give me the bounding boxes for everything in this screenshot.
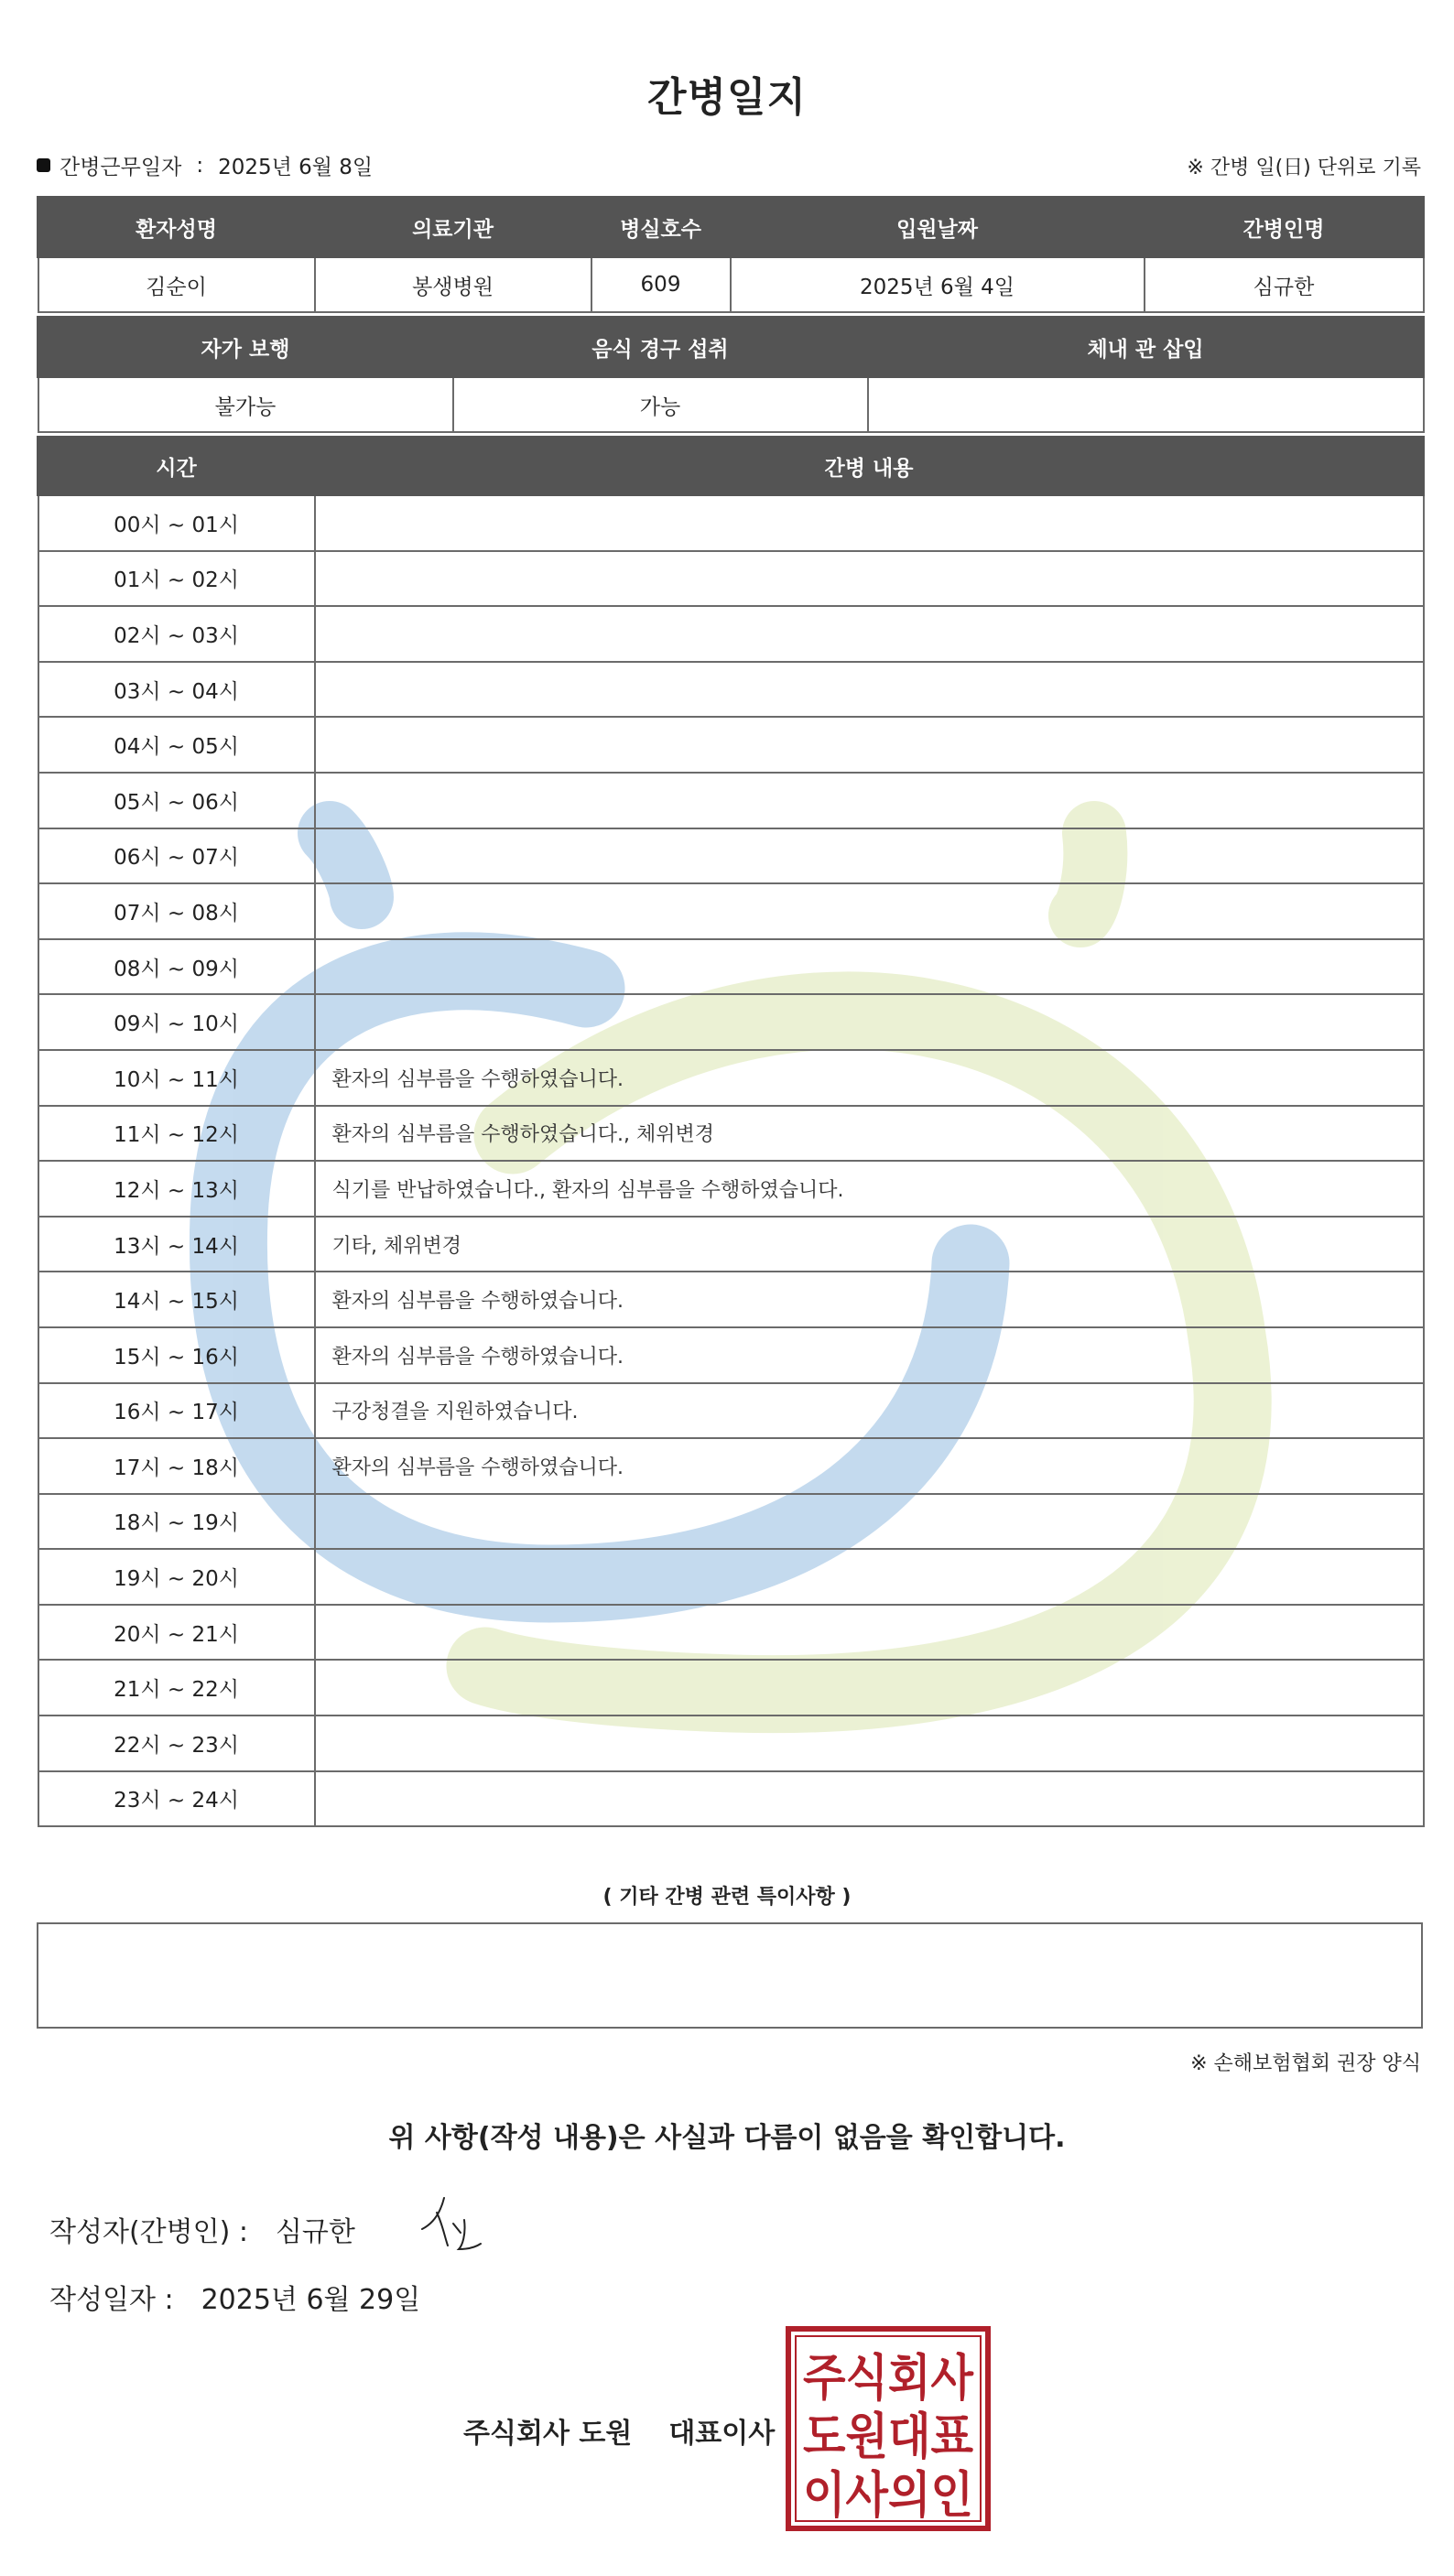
header-oral-intake: 음식 경구 섭취 (453, 318, 868, 377)
special-notes-box (37, 1922, 1423, 2029)
company-rep: 대표이사 (668, 2418, 776, 2450)
table-row (38, 1438, 1424, 1494)
company-name: 주식회사 도원 (463, 2418, 633, 2450)
care-content (315, 662, 1424, 718)
time-slot: 06시 ~ 07시 (38, 828, 315, 884)
status-values (38, 377, 1424, 433)
care-content: 환자의 심부름을 수행하였습니다. (315, 1327, 1424, 1383)
writer-label: 작성자(간병인) : (49, 2216, 248, 2248)
time-slot: 18시 ~ 19시 (38, 1494, 315, 1550)
table-row (38, 1771, 1424, 1827)
writer-name: 심규한 (275, 2216, 355, 2248)
time-slot: 09시 ~ 10시 (38, 994, 315, 1050)
table-row (38, 551, 1424, 607)
patient-name: 김순이 (38, 257, 315, 313)
work-date (37, 150, 373, 180)
status-header (38, 318, 1424, 377)
company-seal-stamp (785, 2325, 992, 2532)
table-row (38, 717, 1424, 773)
table-row (38, 662, 1424, 718)
table-row (38, 939, 1424, 995)
written-date-label: 작성일자 : (49, 2284, 174, 2316)
hospital: 봉생병원 (315, 257, 591, 313)
self-walking: 불가능 (38, 377, 453, 433)
care-content (315, 883, 1424, 939)
time-slot: 21시 ~ 22시 (38, 1660, 315, 1716)
work-date-label: 간병근무일자 (60, 156, 182, 179)
care-content: 환자의 심부름을 수행하였습니다. (315, 1272, 1424, 1327)
care-content (315, 828, 1424, 884)
seal-line-1: 주식회사 (803, 2349, 974, 2407)
care-content: 기타, 체위변경 (315, 1217, 1424, 1272)
care-content (315, 1494, 1424, 1550)
care-content: 환자의 심부름을 수행하였습니다. (315, 1438, 1424, 1494)
table-row (38, 495, 1424, 551)
time-slot: 07시 ~ 08시 (38, 883, 315, 939)
table-row (38, 828, 1424, 884)
company (463, 2410, 775, 2451)
admission-date: 2025년 6월 4일 (731, 257, 1145, 313)
table-row (38, 1605, 1424, 1661)
signature-icon (417, 2192, 483, 2257)
table-row (38, 773, 1424, 828)
time-slot: 00시 ~ 01시 (38, 495, 315, 551)
header-care-content: 간병 내용 (315, 438, 1424, 495)
care-content (315, 939, 1424, 995)
care-content (315, 1549, 1424, 1605)
time-slot: 22시 ~ 23시 (38, 1716, 315, 1771)
care-content (315, 495, 1424, 551)
oral-intake: 가능 (453, 377, 868, 433)
page-title: 간병일지 (646, 74, 807, 121)
care-log-table (37, 436, 1425, 1827)
caregiver-name: 심규한 (1145, 257, 1424, 313)
writer (49, 2209, 355, 2249)
time-slot: 19시 ~ 20시 (38, 1549, 315, 1605)
care-content (315, 1660, 1424, 1716)
work-date-colon: : (196, 153, 204, 178)
table-row (38, 1106, 1424, 1162)
table-row (38, 994, 1424, 1050)
time-slot: 01시 ~ 02시 (38, 551, 315, 607)
table-row (38, 1660, 1424, 1716)
header-caregiver-name: 간병인명 (1145, 198, 1424, 257)
patient-info-values (38, 257, 1424, 313)
time-slot: 20시 ~ 21시 (38, 1605, 315, 1661)
time-slot: 11시 ~ 12시 (38, 1106, 315, 1162)
patient-info-table (37, 196, 1425, 313)
table-row (38, 1327, 1424, 1383)
bullet-square-icon (37, 158, 50, 172)
patient-info-header (38, 198, 1424, 257)
header-hospital: 의료기관 (315, 198, 591, 257)
time-slot: 08시 ~ 09시 (38, 939, 315, 995)
recommend-note: ※ 손해보험협회 권장 양식 (1190, 2052, 1421, 2075)
confirmation-text: 위 사항(작성 내용)은 사실과 다름이 없음을 확인합니다. (388, 2122, 1066, 2154)
room-number: 609 (591, 257, 731, 313)
time-slot: 04시 ~ 05시 (38, 717, 315, 773)
log-body (38, 495, 1424, 1827)
table-row (38, 606, 1424, 662)
care-content: 환자의 심부름을 수행하였습니다. (315, 1050, 1424, 1106)
patient-status-table (37, 316, 1425, 433)
tube-insertion (868, 377, 1424, 433)
time-slot: 16시 ~ 17시 (38, 1383, 315, 1439)
header-admission-date: 입원날짜 (731, 198, 1145, 257)
care-content: 구강청결을 지원하였습니다. (315, 1383, 1424, 1439)
care-content (315, 773, 1424, 828)
header-self-walking: 자가 보행 (38, 318, 453, 377)
care-content (315, 1716, 1424, 1771)
time-slot: 14시 ~ 15시 (38, 1272, 315, 1327)
time-slot: 05시 ~ 06시 (38, 773, 315, 828)
log-header (38, 438, 1424, 495)
table-row (38, 1716, 1424, 1771)
record-note: ※ 간병 일(日) 단위로 기록 (1187, 157, 1421, 179)
table-row (38, 1549, 1424, 1605)
special-notes-title: ( 기타 간병 관련 특이사항 ) (602, 1886, 852, 1909)
table-row (38, 1217, 1424, 1272)
work-date-value: 2025년 6월 8일 (218, 156, 374, 179)
table-row (38, 1494, 1424, 1550)
seal-line-3: 이사의인 (803, 2466, 973, 2524)
care-content (315, 1771, 1424, 1827)
care-content (315, 717, 1424, 773)
header-time: 시간 (38, 438, 315, 495)
time-slot: 12시 ~ 13시 (38, 1161, 315, 1217)
care-content (315, 994, 1424, 1050)
header-tube-insertion: 체내 관 삽입 (868, 318, 1424, 377)
care-content: 식기를 반납하였습니다., 환자의 심부름을 수행하였습니다. (315, 1161, 1424, 1217)
written-date (49, 2277, 420, 2317)
written-date-value: 2025년 6월 29일 (201, 2284, 421, 2316)
table-row (38, 883, 1424, 939)
seal-line-2: 도원대표 (803, 2408, 973, 2465)
table-row (38, 1383, 1424, 1439)
care-content: 환자의 심부름을 수행하였습니다., 체위변경 (315, 1106, 1424, 1162)
header-room: 병실호수 (591, 198, 731, 257)
time-slot: 10시 ~ 11시 (38, 1050, 315, 1106)
header-patient-name: 환자성명 (38, 198, 315, 257)
table-row (38, 1272, 1424, 1327)
time-slot: 17시 ~ 18시 (38, 1438, 315, 1494)
time-slot: 02시 ~ 03시 (38, 606, 315, 662)
care-content (315, 551, 1424, 607)
time-slot: 23시 ~ 24시 (38, 1771, 315, 1827)
care-content (315, 606, 1424, 662)
time-slot: 03시 ~ 04시 (38, 662, 315, 718)
time-slot: 15시 ~ 16시 (38, 1327, 315, 1383)
care-content (315, 1605, 1424, 1661)
table-row (38, 1050, 1424, 1106)
time-slot: 13시 ~ 14시 (38, 1217, 315, 1272)
table-row (38, 1161, 1424, 1217)
